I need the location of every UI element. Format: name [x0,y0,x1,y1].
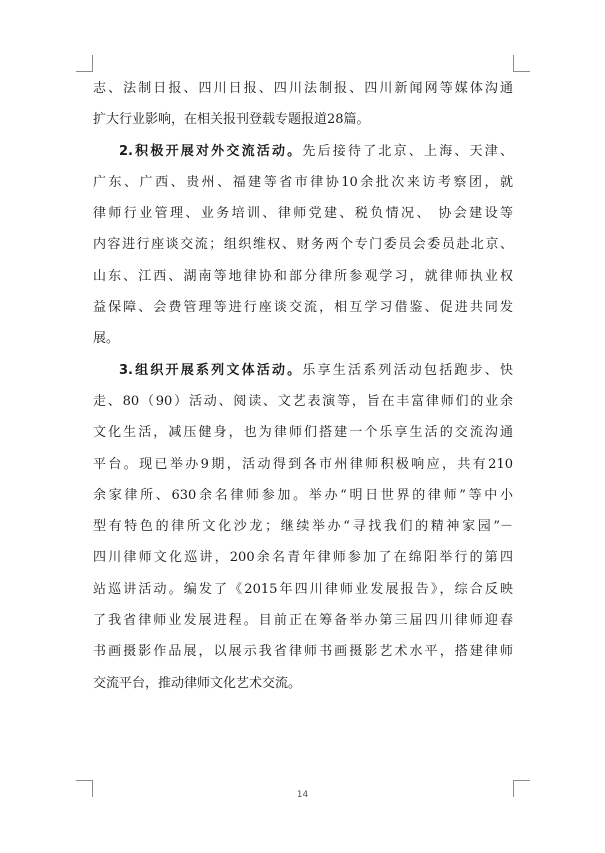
section-heading-line: 3.组织开展系列文体活动。乐享生活系列活动包括跑步、快 [119,362,513,378]
text-line: 走、80（90）活动、阅读、文艺表演等，旨在丰富律师们的业余 [93,393,513,409]
body-text [93,73,513,699]
text-line: 文化生活，减压健身，也为律师们搭建一个乐享生活的交流沟通 [93,425,513,441]
text-line: 山东、江西、湖南等地律协和部分律所参观学习，就律师执业权 [93,268,513,284]
text-line: 交流平台，推动律师文化艺术交流。 [93,675,302,691]
crop-mark-top-right [513,55,530,72]
text-line: 广东、广西、贵州、福建等省市律协10余批次来访考察团，就 [93,174,513,190]
text-line: 平台。现已举办9期，活动得到各市州律师积极响应，共有210 [93,456,513,472]
text-line: 余家律所、630余名律师参加。举办“明日世界的律师”等中小 [93,487,513,503]
crop-mark-top-left [76,55,93,72]
text-line: 了我省律师业发展进程。目前正在筹备举办第三届四川律师迎春 [93,613,513,629]
section-heading: 2.积极开展对外交流活动。 [119,143,303,159]
text-line: 四川律师文化巡讲，200余名青年律师参加了在绵阳举行的第四 [93,550,513,566]
section-heading: 3.组织开展系列文体活动。 [119,362,303,378]
text-line: 展。 [93,331,120,347]
text-line: 书画摄影作品展，以展示我省律师书画摄影艺术水平，搭建律师 [93,644,513,660]
text-line: 志、法制日报、四川日报、四川法制报、四川新闻网等媒体沟通 [93,81,513,96]
text-line: 律师行业管理、业务培训、律师党建、税负情况、 协会建设等 [93,206,513,222]
text-line: 益保障、会费管理等进行座谈交流，相互学习借鉴、促进共同发 [93,300,513,316]
text-line: 型有特色的律所文化沙龙；继续举办“寻找我们的精神家园”－ [93,519,513,535]
text-line: 站巡讲活动。编发了《2015年四川律师业发展报告》，综合反映 [93,581,513,597]
text-line: 扩大行业影响，在相关报刊登载专题报道28篇。 [93,112,370,128]
text-line: 内容进行座谈交流；组织维权、财务两个专门委员会委员赴北京、 [93,237,513,253]
page-number: 14 [296,790,309,800]
section-heading-line: 2.积极开展对外交流活动。先后接待了北京、上海、天津、 [119,143,513,159]
